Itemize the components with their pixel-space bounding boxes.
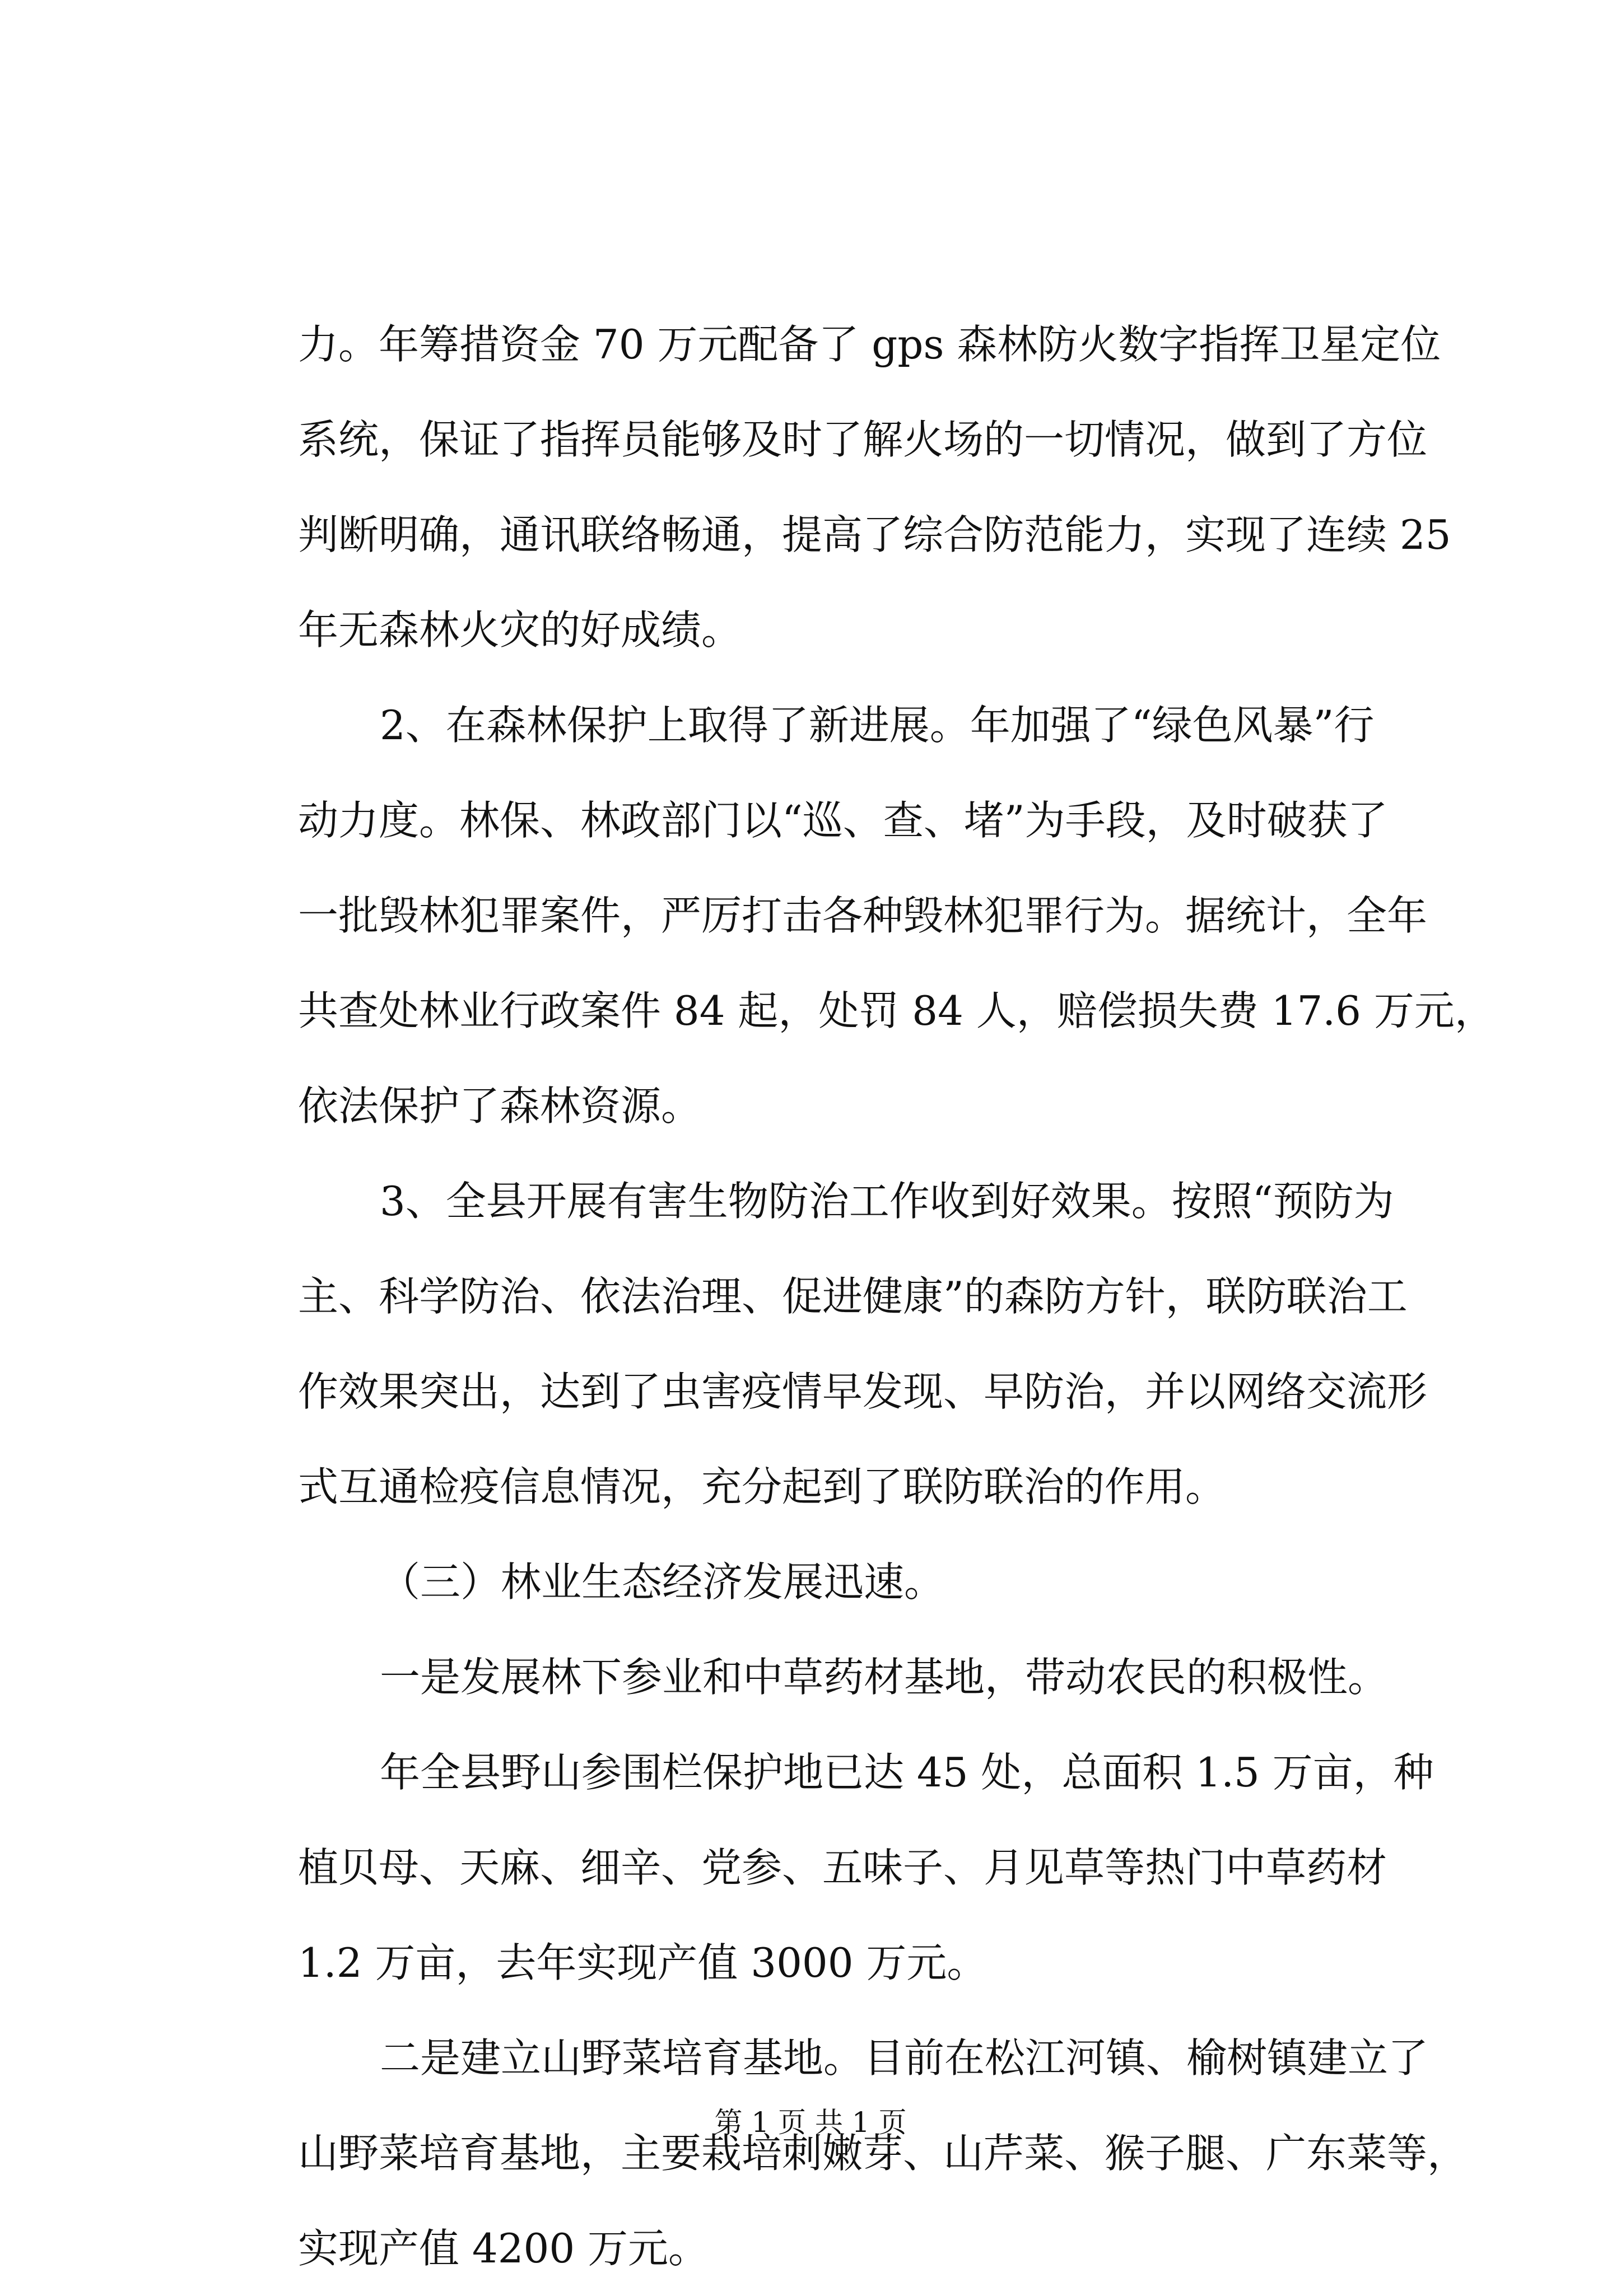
text-line: 一是发展林下参业和中草药材基地，带动农民的积极性。	[380, 1654, 1389, 1701]
section-heading: （三）林业生态经济发展迅速。	[380, 1558, 945, 1606]
page-footer	[0, 2103, 1621, 2142]
text-line: 动力度。林保、林政部门以“巡、查、堵”为手段，及时破获了	[298, 797, 1388, 844]
text-line: 3、全县开展有害生物防治工作收到好效果。按照“预防为	[380, 1178, 1394, 1225]
text-line: 力。年筹措资金 70 万元配备了 gps 森林防火数字指挥卫星定位	[298, 321, 1441, 368]
text-line: 实现产值 4200 万元。	[298, 2225, 709, 2272]
text-line: 一批毁林犯罪案件，严厉打击各种毁林犯罪行为。据统计，全年	[298, 892, 1428, 939]
text-line: 主、科学防治、依法治理、促进健康”的森防方针，联防联治工	[298, 1273, 1408, 1320]
text-line: 系统，保证了指挥员能够及时了解火场的一切情况，做到了方位	[298, 416, 1428, 463]
text-line: 1.2 万亩，去年实现产值 3000 万元。	[298, 1939, 987, 1986]
document-body	[298, 297, 1495, 2296]
text-line: 依法保护了森林资源。	[298, 1082, 702, 1130]
text-line: 植贝母、天麻、细辛、党参、五味子、月见草等热门中草药材	[298, 1844, 1387, 1891]
text-line: 作效果突出，达到了虫害疫情早发现、早防治，并以网络交流形	[298, 1368, 1428, 1415]
text-line: 式互通检疫信息情况，充分起到了联防联治的作用。	[298, 1463, 1226, 1510]
text-line: 山野菜培育基地，主要栽培刺嫩芽、山芹菜、猴子腿、广东菜等，	[298, 2130, 1468, 2177]
text-line: 判断明确，通讯联络畅通，提高了综合防范能力，实现了连续 25	[298, 511, 1451, 558]
text-line: 2、在森林保护上取得了新进展。年加强了“绿色风暴”行	[380, 702, 1375, 749]
text-line: 二是建立山野菜培育基地。目前在松江河镇、榆树镇建立了	[380, 2034, 1429, 2082]
text-line: 年无森林火灾的好成绩。	[298, 606, 742, 654]
text-line: 共查处林业行政案件 84 起，处罚 84 人，赔偿损失费 17.6 万元，	[298, 987, 1495, 1034]
page-number: 第 1 页 共 1 页	[714, 2106, 907, 2139]
text-line: 年全县野山参围栏保护地已达 45 处，总面积 1.5 万亩，种	[380, 1749, 1434, 1796]
